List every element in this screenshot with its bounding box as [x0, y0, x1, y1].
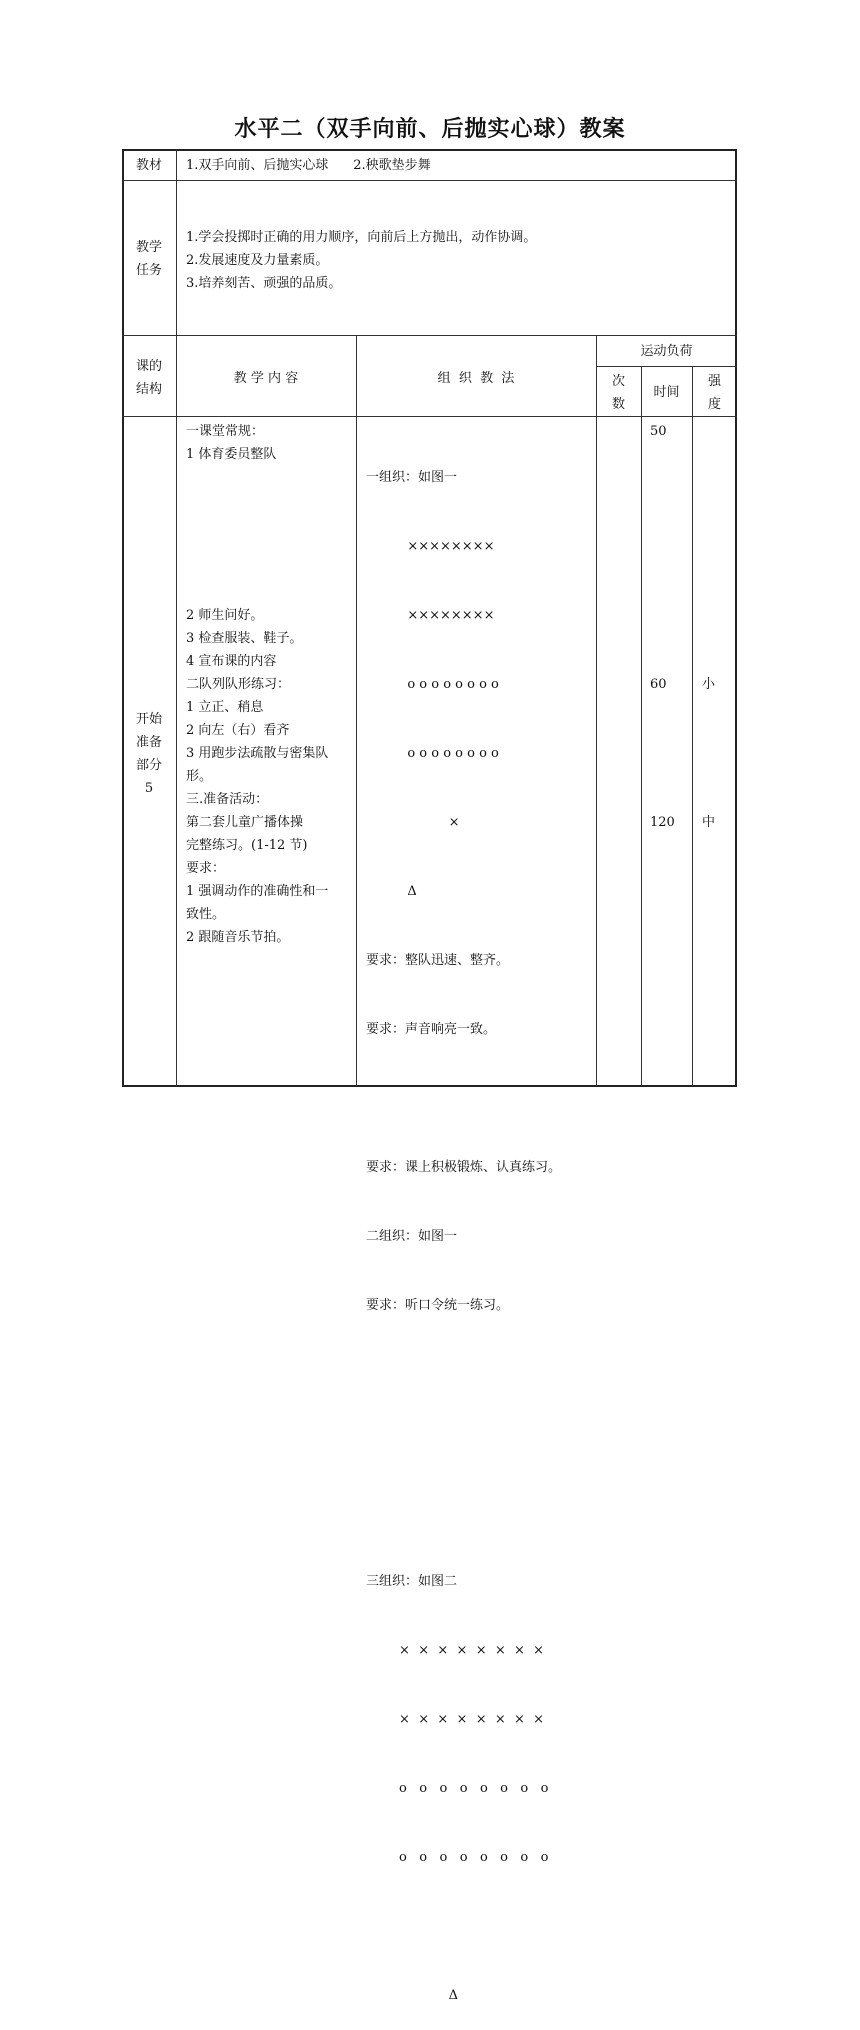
content-line: 第二套儿童广播体操 — [186, 815, 304, 830]
content-line — [186, 581, 328, 604]
document-title: 水平二（双手向前、后抛实心球）教案 — [234, 116, 626, 142]
method-line — [366, 1363, 561, 1386]
content-line: 完整练习。(1-12 节) — [186, 838, 308, 853]
content-line: 3 用跑步法疏散与密集队 — [186, 746, 329, 761]
content-line: 2 师生问好。 — [186, 608, 264, 623]
content-line: 3 检查服装、鞋子。 — [186, 631, 303, 646]
content-line: 2 向左（右）看齐 — [186, 723, 290, 738]
time-value: 60 — [650, 677, 667, 692]
header-structure-line: 课的 — [135, 359, 162, 374]
section-label-line: 5 — [144, 781, 154, 796]
header-time: 时间 — [653, 385, 680, 400]
method-line: 要求：听口令统一练习。 — [366, 1298, 510, 1313]
header-structure-line: 结构 — [135, 382, 162, 397]
method-line — [366, 1501, 561, 1524]
method-line: 二组织：如图一 — [366, 1229, 458, 1244]
method-line: ×××××××× — [366, 608, 495, 623]
material-content: 1.双手向前、后抛实心球 2.秧歌垫步舞 — [186, 158, 431, 173]
header-count-line: 次 — [611, 374, 625, 389]
tasks-label — [122, 236, 176, 282]
method-line: 一组织：如图一 — [366, 470, 458, 485]
time-value: 120 — [650, 815, 675, 830]
content-line: 二队列队形练习： — [186, 677, 291, 692]
content-line: 4 宣布课的内容 — [186, 654, 277, 669]
content-line — [186, 489, 328, 512]
section-label-line: 开始 — [135, 712, 162, 727]
tasks-label-line: 教学 — [135, 240, 162, 255]
task-item: 2.发展速度及力量素质。 — [186, 253, 329, 268]
header-load: 运动负荷 — [640, 344, 693, 359]
row-divider — [122, 180, 737, 181]
intensity-value: 中 — [702, 815, 716, 830]
section-label-line: 准备 — [135, 735, 162, 750]
method-line: ο ο ο ο ο ο ο ο — [366, 677, 499, 692]
section-label — [122, 708, 176, 800]
content-line: 要求： — [186, 861, 226, 876]
method-line: 要求：课上积极锻炼、认真练习。 — [366, 1160, 562, 1175]
header-content: 教 学 内 容 — [233, 371, 299, 386]
column-divider — [641, 366, 642, 1087]
method-line: × × × × × × × × — [366, 1712, 545, 1727]
time-value: 50 — [650, 424, 667, 439]
column-divider — [596, 335, 597, 1087]
header-structure — [122, 355, 176, 401]
content-line: 形。 — [186, 769, 213, 784]
header-count-line: 数 — [611, 397, 625, 412]
section-content — [186, 420, 328, 949]
content-line — [186, 558, 328, 581]
content-line: 1 立正、稍息 — [186, 700, 264, 715]
section-label-line: 部分 — [135, 758, 162, 773]
task-item: 3.培养刻苦、顽强的品质。 — [186, 276, 342, 291]
content-line — [186, 466, 328, 489]
content-line: 1 体育委员整队 — [186, 447, 277, 462]
content-line: 1 强调动作的准确性和一 — [186, 884, 329, 899]
method-line: ο ο ο ο ο ο ο ο — [366, 1781, 549, 1796]
method-line: ×××××××× — [366, 539, 495, 554]
row-divider — [597, 366, 737, 367]
method-line: ο ο ο ο ο ο ο ο — [366, 1850, 549, 1865]
column-divider — [356, 335, 357, 1087]
header-intensity-line: 度 — [707, 397, 721, 412]
method-line: × — [366, 815, 460, 830]
header-count — [596, 370, 641, 416]
section-method — [366, 420, 561, 2030]
method-line: Δ — [366, 1988, 459, 2003]
content-line — [186, 535, 328, 558]
method-line — [366, 1432, 561, 1455]
method-line: × × × × × × × × — [366, 1643, 545, 1658]
method-line — [366, 1915, 561, 1938]
header-method: 组 织 教 法 — [437, 371, 515, 386]
intensity-value: 小 — [702, 677, 716, 692]
content-line: 2 跟随音乐节拍。 — [186, 930, 290, 945]
method-line: 三组织：如图二 — [366, 1574, 458, 1589]
method-line: 要求：整队迅速、整齐。 — [366, 953, 510, 968]
header-intensity — [692, 370, 737, 416]
method-line — [366, 1087, 561, 1110]
header-intensity-line: 强 — [707, 374, 721, 389]
content-line: 一课堂常规： — [186, 424, 265, 439]
method-line: ο ο ο ο ο ο ο ο — [366, 746, 499, 761]
content-line — [186, 512, 328, 535]
column-divider — [692, 366, 693, 1087]
content-line: 致性。 — [186, 907, 226, 922]
task-item: 1.学会投掷时正确的用力顺序，向前后上方抛出，动作协调。 — [186, 230, 537, 245]
tasks-list — [186, 226, 536, 295]
method-line: Δ — [366, 884, 417, 899]
method-line: 要求：声音响亮一致。 — [366, 1022, 497, 1037]
row-divider — [122, 416, 737, 417]
column-divider — [176, 149, 177, 1087]
content-line: 三.准备活动： — [186, 792, 269, 807]
material-label: 教材 — [135, 158, 162, 173]
row-divider — [122, 335, 737, 336]
tasks-label-line: 任务 — [135, 263, 162, 278]
